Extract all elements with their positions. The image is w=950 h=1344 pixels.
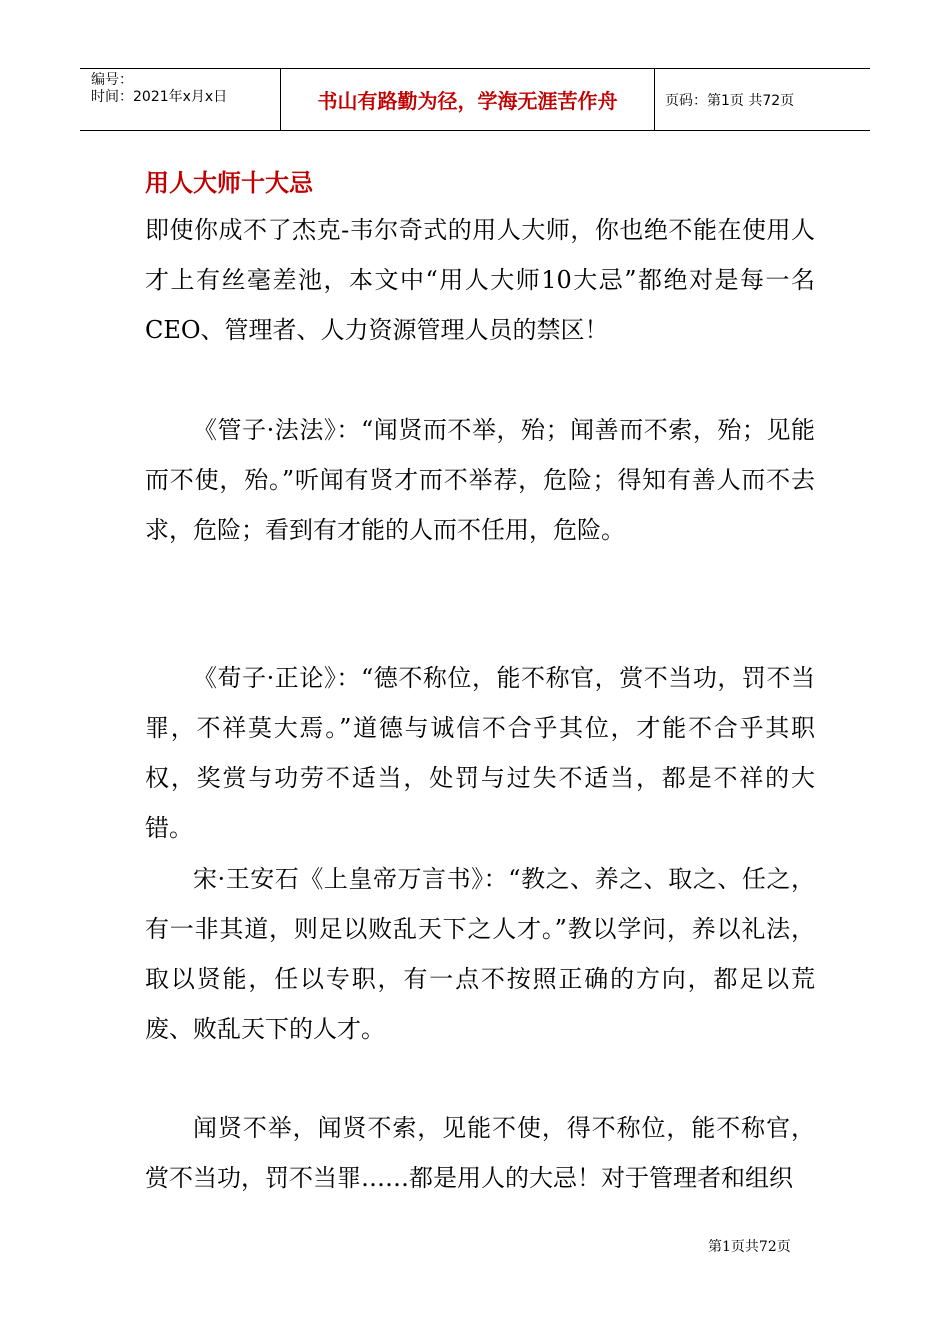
paragraph-guanzi: 《管子·法法》：“闻贤而不举，殆；闻善而不索，殆；见能而不使，殆。”听闻有贤才而不举荐，危险；得知有善人而不去求，危险；看到有才能的人而不任用，危险。	[145, 416, 815, 544]
header-page-info: 页码：第1页 共72页	[665, 92, 795, 109]
paragraph-xunzi: 《荀子·正论》：“德不称位，能不称官，赏不当功，罚不当罪，不祥莫大焉。”道德与诚信不合乎其位，才能不合乎其职权，奖赏与功劳不适当，处罚与过失不适当，都是不祥的大错。	[145, 664, 815, 842]
time-label: 时间：2021年x月x日	[91, 89, 228, 105]
header-motto: 书山有路勤为径，学海无涯苦作舟	[281, 69, 655, 130]
page-header	[80, 68, 870, 131]
number-label: 编号：	[91, 72, 133, 88]
document-title: 用人大师十大忌	[145, 169, 313, 197]
paragraph-intro: 即使你成不了杰克-韦尔奇式的用人大师，你也绝不能在使用人才上有丝毫差池，本文中“用人大师10大忌”都绝对是每一名CEO、管理者、人力资源管理人员的禁区！	[145, 216, 815, 344]
page-footer: 第1页共72页	[708, 1239, 791, 1255]
header-meta	[80, 69, 281, 130]
paragraph-wanganshi: 宋·王安石《上皇帝万言书》：“教之、养之、取之、任之，有一非其道，则足以败乱天下之人才。”教以学问，养以礼法，取以贤能，任以专职，有一点不按照正确的方向，都足以荒废、败乱天下的人才。	[145, 865, 815, 1043]
paragraph-taboos: 闻贤不举，闻贤不索，见能不使，得不称位，能不称官，赏不当功，罚不当罪……都是用人的大忌！对于管理者和组织	[145, 1114, 815, 1192]
